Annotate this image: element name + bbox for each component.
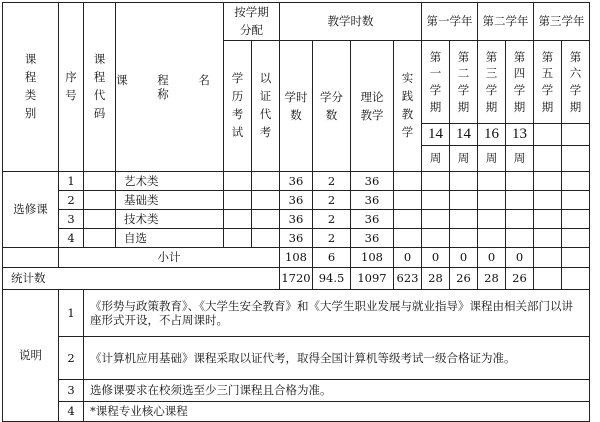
note-seq: 3 [59, 380, 84, 402]
weeks-term-3: 16 [478, 124, 506, 146]
header-degree-exam: 学历考试 [224, 41, 252, 172]
table-row [3, 210, 590, 229]
row-credits: 2 [313, 172, 351, 191]
row-course-name: 基础类 [116, 191, 224, 210]
header-credits: 学分数 [313, 41, 351, 172]
row-theory: 36 [351, 229, 394, 248]
week-unit-4: 周 [506, 146, 534, 172]
row-credits: 2 [313, 229, 351, 248]
row-seq: 4 [59, 229, 84, 248]
total-label: 统计数 [3, 268, 280, 290]
total-term-5 [534, 268, 562, 290]
subtotal-theory: 108 [351, 248, 394, 268]
total-term-6 [562, 268, 590, 290]
elective-category: 选修课 [3, 172, 59, 248]
weeks-term-1: 14 [422, 124, 450, 146]
note-seq: 1 [59, 290, 84, 337]
row-hours: 36 [280, 191, 313, 210]
row-code [84, 172, 116, 191]
note-row [3, 290, 590, 337]
week-unit-2: 周 [450, 146, 478, 172]
note-seq: 4 [59, 402, 84, 422]
note-text: *课程专业核心课程 [84, 402, 590, 422]
row-code [84, 229, 116, 248]
row-seq: 1 [59, 172, 84, 191]
note-seq: 2 [59, 337, 84, 380]
subtotal-term-2: 0 [450, 248, 478, 268]
header-code: 课程代码 [84, 3, 116, 172]
notes-label: 说明 [3, 290, 59, 422]
total-credits: 94.5 [313, 268, 351, 290]
header-term-1: 第一学期 [422, 41, 450, 124]
note-text: 《计算机应用基础》课程采取以证代考，取得全国计算机等级考试一级合格证为准。 [84, 337, 590, 380]
row-course-name: 自选 [116, 229, 224, 248]
total-practice: 623 [394, 268, 422, 290]
total-theory: 1097 [351, 268, 394, 290]
header-year-2: 第二学年 [478, 3, 534, 41]
subtotal-term-4: 0 [506, 248, 534, 268]
total-hours: 1720 [280, 268, 313, 290]
weeks-term-2: 14 [450, 124, 478, 146]
week-unit-5 [534, 146, 562, 172]
row-course-name: 技术类 [116, 210, 224, 229]
total-row [3, 268, 590, 290]
header-seq: 序号 [59, 3, 84, 172]
row-seq: 3 [59, 210, 84, 229]
subtotal-practice: 0 [394, 248, 422, 268]
row-hours: 36 [280, 229, 313, 248]
weeks-term-4: 13 [506, 124, 534, 146]
weeks-term-5 [534, 124, 562, 146]
header-hours: 教学时数 [280, 3, 422, 41]
subtotal-term-5 [534, 248, 562, 268]
subtotal-term-3: 0 [478, 248, 506, 268]
note-row [3, 380, 590, 402]
header-year-3: 第三学年 [534, 3, 590, 41]
subtotal-hours: 108 [280, 248, 313, 268]
note-row [3, 337, 590, 380]
header-row-1 [3, 3, 590, 41]
subtotal-row [3, 248, 590, 268]
subtotal-term-1: 0 [422, 248, 450, 268]
row-seq: 2 [59, 191, 84, 210]
row-hours: 36 [280, 172, 313, 191]
header-category: 课程类别 [3, 3, 59, 172]
table-row [3, 229, 590, 248]
total-term-3: 28 [478, 268, 506, 290]
header-theory: 理论教学 [351, 41, 394, 172]
total-term-2: 26 [450, 268, 478, 290]
header-course-name: 课 程 名 称 [116, 3, 224, 172]
header-term-3: 第三学期 [478, 41, 506, 124]
subtotal-label: 小计 [59, 248, 280, 268]
header-term-4: 第四学期 [506, 41, 534, 124]
row-theory: 36 [351, 210, 394, 229]
subtotal-term-6 [562, 248, 590, 268]
row-credits: 2 [313, 210, 351, 229]
header-term-2: 第二学期 [450, 41, 478, 124]
table-row [3, 191, 590, 210]
note-text: 《形势与政策教育》、《大学生安全教育》和《大学生职业发展与就业指导》课程由相关部门以讲座形式开设，不占周课时。 [84, 290, 590, 337]
total-term-1: 28 [422, 268, 450, 290]
note-text: 选修课要求在校须选至少三门课程且合格为准。 [84, 380, 590, 402]
row-theory: 36 [351, 191, 394, 210]
week-unit-3: 周 [478, 146, 506, 172]
header-cert-exam: 以证代考 [252, 41, 280, 172]
row-code [84, 210, 116, 229]
header-term-5: 第五学期 [534, 41, 562, 124]
week-unit-1: 周 [422, 146, 450, 172]
row-theory: 36 [351, 172, 394, 191]
header-year-1: 第一学年 [422, 3, 478, 41]
subtotal-credits: 6 [313, 248, 351, 268]
row-code [84, 191, 116, 210]
weeks-term-6 [562, 124, 590, 146]
header-term-6: 第六学期 [562, 41, 590, 124]
header-semester-alloc: 按学期分配 [224, 3, 280, 41]
week-unit-6 [562, 146, 590, 172]
row-hours: 36 [280, 210, 313, 229]
row-course-name: 艺术类 [116, 172, 224, 191]
header-practice: 实践教学 [394, 41, 422, 172]
row-credits: 2 [313, 191, 351, 210]
total-term-4: 26 [506, 268, 534, 290]
header-total-hours: 学时数 [280, 41, 313, 172]
table-row [3, 172, 590, 191]
curriculum-table [2, 2, 590, 422]
